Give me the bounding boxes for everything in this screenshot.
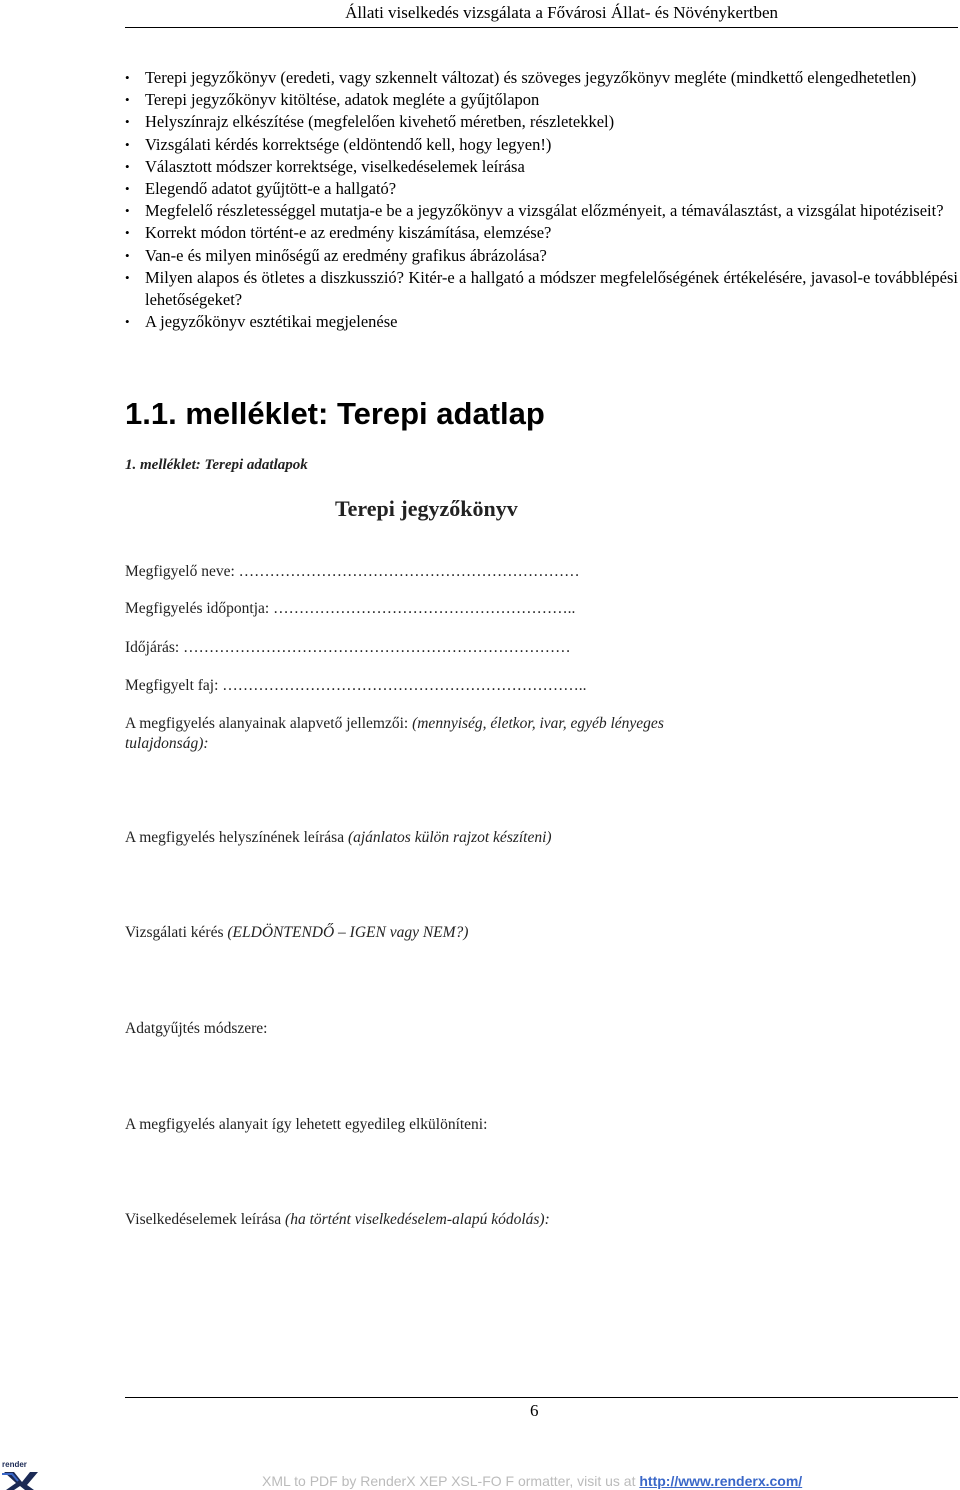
site-field bbox=[125, 829, 552, 847]
observer-label: Megfigyelő neve: bbox=[125, 563, 235, 580]
form-title: Terepi jegyzőkönyv bbox=[335, 496, 518, 521]
evaluation-criteria-list bbox=[125, 67, 958, 333]
weather-dots: ………………………………………………………………… bbox=[183, 639, 571, 656]
renderx-footer-note bbox=[262, 1473, 802, 1489]
list-item: • Terepi jegyzőkönyv kitöltése, adatok megléte a gyűjtőlapon bbox=[125, 89, 958, 111]
list-item: • Terepi jegyzőkönyv (eredeti, vagy szkennelt változat) és szöveges jegyzőkönyv megléte (mindkettő elengedhetetlen) bbox=[125, 67, 958, 89]
header-title: Állati viselkedés vizsgálata a Fővárosi Állat- és Növénykertben bbox=[345, 3, 778, 22]
list-item: • A jegyzőkönyv esztétikai megjelenése bbox=[125, 311, 958, 333]
section-heading: 1.1. melléklet: Terepi adatlap bbox=[125, 396, 545, 431]
time-field bbox=[125, 600, 575, 618]
renderx-logo bbox=[0, 1460, 40, 1490]
list-item: • Megfelelő részletességgel mutatja-e be a jegyzőkönyv a vizsgálat előzményeit, a témaválasztást, a vizsgálat hipotéziseit? bbox=[125, 200, 958, 222]
subjects-hint: (mennyiség, életkor, ivar, egyéb lényeges tulajdonság): bbox=[125, 715, 664, 752]
list-item: • Vizsgálati kérdés korrektsége (eldöntendő kell, hogy legyen!) bbox=[125, 134, 958, 156]
form-caption: 1. melléklet: Terepi adatlapok bbox=[125, 457, 308, 473]
method-field bbox=[125, 1020, 267, 1038]
list-item: • Milyen alapos és ötletes a diszkusszió? Kitér-e a hallgató a módszer megfelelőségének értékelésére, javasol-e továbblépési lehetőségeket? bbox=[125, 267, 958, 311]
list-item: • Választott módszer korrektsége, viselkedéselemek leírása bbox=[125, 156, 958, 178]
logo-text: render bbox=[2, 1460, 27, 1469]
species-field bbox=[125, 677, 587, 695]
list-item: • Helyszínrajz elkészítése (megfelelően kivehető méretben, részletekkel) bbox=[125, 111, 958, 133]
weather-label: Időjárás: bbox=[125, 639, 180, 656]
page-header bbox=[125, 2, 958, 28]
individuals-label: A megfigyelés alanyait így lehetett egyedileg elkülöníteni: bbox=[125, 1116, 488, 1133]
behavior-field bbox=[125, 1211, 550, 1229]
subjects-label: A megfigyelés alanyainak alapvető jellemzői: bbox=[125, 715, 409, 732]
observer-dots: ………………………………………………………… bbox=[238, 563, 580, 580]
species-dots: …………………………………………………………….. bbox=[222, 677, 587, 694]
behavior-label: Viselkedéselemek leírása bbox=[125, 1211, 282, 1228]
list-item: • Van-e és milyen minőségű az eredmény grafikus ábrázolása? bbox=[125, 245, 958, 267]
renderx-link[interactable]: http://www.renderx.com/ bbox=[639, 1473, 803, 1489]
method-label: Adatgyűjtés módszere: bbox=[125, 1020, 268, 1037]
question-field bbox=[125, 924, 468, 942]
individuals-field bbox=[125, 1116, 487, 1134]
question-hint: (ELDÖNTENDŐ – IGEN vagy NEM?) bbox=[227, 924, 469, 941]
subjects-field bbox=[125, 714, 725, 754]
list-item: • Korrekt módon történt-e az eredmény kiszámítása, elemzése? bbox=[125, 222, 958, 244]
question-label: Vizsgálati kérés bbox=[125, 924, 224, 941]
time-dots: ………………………………………………….. bbox=[273, 600, 576, 617]
renderx-x-icon bbox=[0, 1460, 40, 1490]
page-number: 6 bbox=[530, 1401, 539, 1420]
renderx-text: XML to PDF by RenderX XEP XSL-FO F ormatter, visit us at bbox=[262, 1473, 636, 1489]
footer-divider bbox=[125, 1397, 958, 1398]
behavior-hint: (ha történt viselkedéselem-alapú kódolás): bbox=[285, 1211, 550, 1228]
site-hint: (ajánlatos külön rajzot készíteni) bbox=[347, 829, 552, 846]
time-label: Megfigyelés időpontja: bbox=[125, 600, 270, 617]
list-item: • Elegendő adatot gyűjtött-e a hallgató? bbox=[125, 178, 958, 200]
species-label: Megfigyelt faj: bbox=[125, 677, 219, 694]
observer-field bbox=[125, 563, 580, 581]
site-label: A megfigyelés helyszínének leírása bbox=[125, 829, 345, 846]
weather-field bbox=[125, 639, 571, 657]
